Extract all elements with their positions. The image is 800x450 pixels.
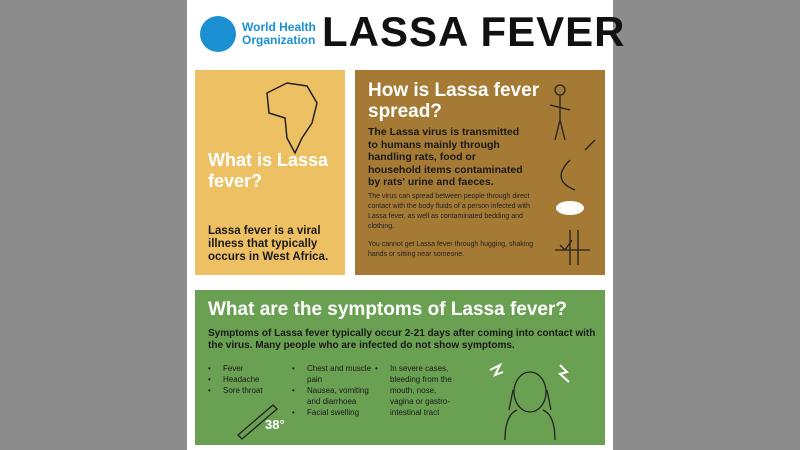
spread-panel — [355, 70, 605, 275]
page-title: LASSA FEVER — [322, 8, 626, 55]
africa-map-icon — [257, 78, 327, 158]
headache-person-icon — [485, 360, 575, 440]
symptom-item: • Nausea, vomiting and diarrhoea — [292, 385, 377, 407]
symptoms-heading: What are the symptoms of Lassa fever? — [208, 299, 567, 320]
org-name-line1: World Health — [242, 20, 316, 34]
spread-lead: The Lassa virus is transmitted to humans mainly through handling rats, food or household items contaminated by rats' urine and faeces. — [368, 126, 523, 188]
symptom-item: • In severe cases, bleeding from the mouth, nose, vagina or gastro-intestinal tract — [375, 363, 460, 418]
what-heading: What is Lassa fever? — [208, 150, 329, 191]
temperature-label: 38° — [265, 417, 285, 432]
spread-heading: How is Lassa fever spread? — [368, 80, 540, 122]
symptom-item: • Headache — [208, 374, 288, 385]
symptom-item: • Facial swelling — [292, 407, 377, 418]
symptoms-list-1 — [208, 363, 288, 396]
what-text: Lassa fever is a viral illness that typically occurs in West Africa. — [208, 225, 329, 263]
symptoms-list-2 — [292, 363, 377, 418]
symptoms-list-3 — [375, 363, 460, 418]
symptoms-panel — [195, 290, 605, 445]
who-emblem-icon — [200, 16, 236, 52]
org-name-line2: Organization — [242, 33, 316, 47]
spread-text-2: You cannot get Lassa fever through hugging, shaking hands or sitting near someone. — [368, 241, 534, 258]
spread-text-1: The virus can spread between people through direct contact with the body fluids of a person infected with Lassa fever, as well as contaminated bedding and clothing. — [368, 193, 530, 230]
who-logo — [200, 16, 316, 52]
what-panel — [195, 70, 345, 275]
symptom-item: • Sore throat — [208, 385, 288, 396]
transmission-illustrations-icon — [540, 80, 600, 270]
symptom-item: • Chest and muscle pain — [292, 363, 377, 385]
symptoms-lead: Symptoms of Lassa fever typically occur 2-21 days after coming into contact with the virus. Many people who are infected do not show symptoms. — [208, 328, 596, 351]
symptom-item: • Fever — [208, 363, 288, 374]
